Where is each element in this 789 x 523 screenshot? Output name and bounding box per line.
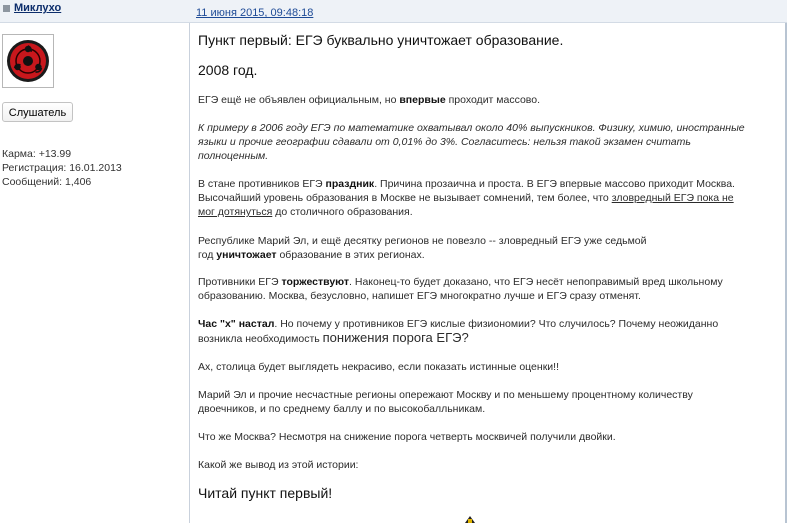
offline-status-icon (3, 5, 10, 12)
registration-label: Регистрация: 16.01.2013 (2, 162, 122, 174)
paragraph-5: Час "х" настал. Но почему у противников ЕГЭ кислые физиономии? Что случилось? Почему неожиданно возникла необходимость понижения порога ЕГЭ? (198, 318, 719, 345)
underlined-phrase: зловредный ЕГЭ пока не (611, 192, 734, 204)
user-info-sidebar (0, 23, 190, 523)
message-count-label: Сообщений: 1,406 (2, 176, 92, 188)
sharingan-avatar-icon (3, 35, 53, 87)
paragraph-2: В стане противников ЕГЭ праздник. Причина прозаична и проста. В ЕГЭ впервые массово приходит Москва. Высочайший уровень образования в Москве не вызывает сомнений, тем более, что зловредный ЕГЭ пока не мог дотянуться до столичного образования. (198, 178, 735, 218)
paragraph-4: Противники ЕГЭ торжествуют. Наконец-то будет доказано, что ЕГЭ несёт непоправимый вред школьному образованию. Москва, безусловно, напишет ЕГЭ многократно лучше и ЕГЭ сразу отменят. (198, 276, 723, 302)
user-stats (2, 147, 122, 189)
rank-button[interactable]: Слушатель (2, 102, 73, 122)
paragraph-7: Марий Эл и прочие несчастные регионы опережают Москву и по меньшему процентному количеству двоечников, и по среднему баллу и по высокобалльникам. (198, 389, 693, 415)
post-header (0, 0, 787, 23)
partial-image-icon (462, 514, 478, 523)
karma-label: Карма: +13.99 (2, 148, 72, 160)
paragraph-9: Какой же вывод из этой истории: (198, 459, 359, 471)
paragraph-3: Республике Марий Эл, и ещё десятку регионов не повезло -- зловредный ЕГЭ уже седьмой год уничтожает образование в этих регионах. (198, 235, 647, 261)
username-link[interactable]: Миклухо (14, 2, 62, 14)
avatar[interactable] (2, 34, 54, 88)
post-title: Пункт первый: ЕГЭ буквально уничтожает образование. (198, 32, 564, 48)
final-line: Читай пункт первый! (198, 485, 333, 501)
italic-paragraph: К примеру в 2006 году ЕГЭ по математике охватывал около 40% выпускников. Физику, химию, иностранные языки и прочие географии сдавали от 0,01% до 3%. Согласитесь: нельзя такой экзамен считать полноценным. (198, 122, 745, 162)
post-date-link[interactable]: 11 июня 2015, 09:48:18 (196, 7, 314, 19)
post-year: 2008 год. (198, 62, 258, 78)
paragraph-1: ЕГЭ ещё не объявлен официальным, но впервые проходит массово. (198, 94, 541, 106)
paragraph-6: Ах, столица будет выглядеть некрасиво, если показать истинные оценки!! (198, 361, 559, 373)
paragraph-8: Что же Москва? Несмотря на снижение порога четверть москвичей получили двойки. (198, 431, 616, 443)
